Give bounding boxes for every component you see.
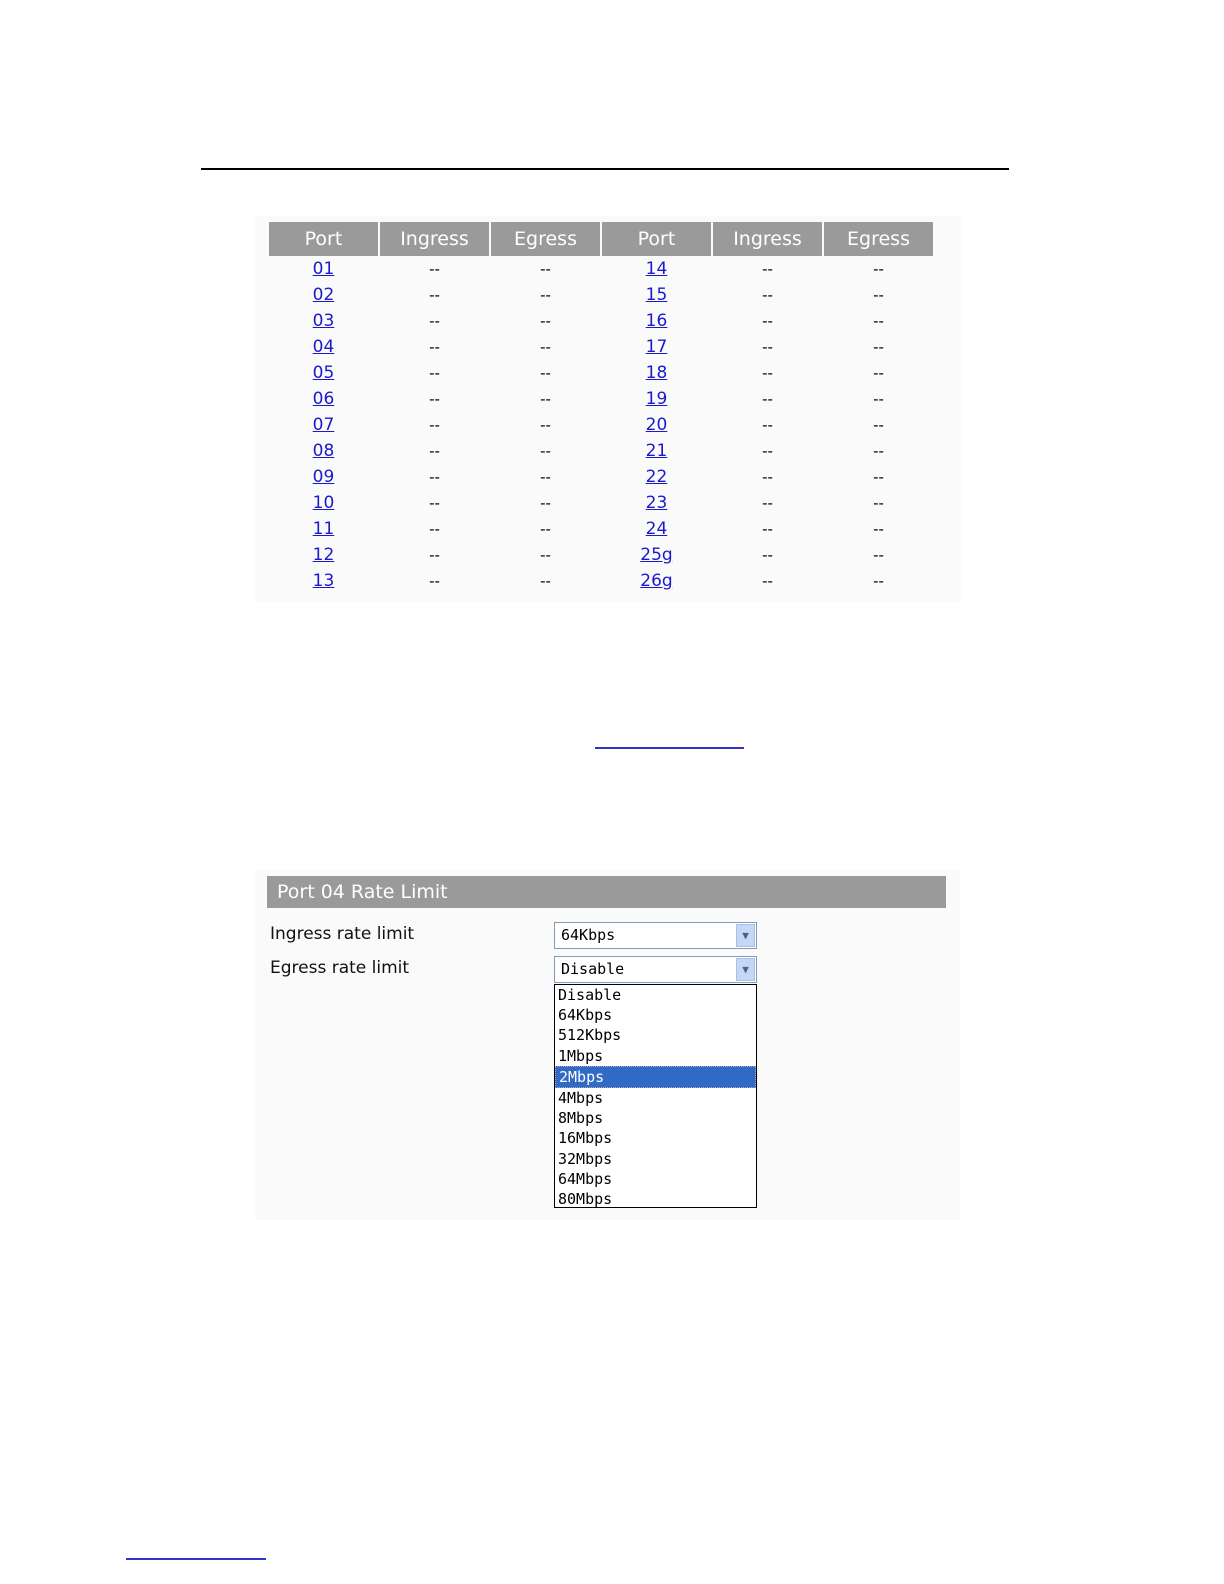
egress-cell: -- bbox=[873, 364, 884, 382]
ingress-cell bbox=[380, 490, 489, 516]
egress-cell: -- bbox=[873, 416, 884, 434]
egress-cell: -- bbox=[540, 390, 551, 408]
ingress-cell bbox=[713, 464, 822, 490]
ingress-cell: -- bbox=[429, 468, 440, 486]
port-link[interactable]: 02 bbox=[312, 285, 335, 305]
port-cell bbox=[269, 438, 378, 464]
egress-cell bbox=[491, 256, 600, 282]
port-link[interactable]: 01 bbox=[312, 259, 335, 279]
ingress-cell bbox=[713, 542, 822, 568]
egress-cell bbox=[824, 490, 933, 516]
ingress-cell bbox=[713, 516, 822, 542]
ingress-cell bbox=[713, 282, 822, 308]
link-underline[interactable] bbox=[595, 747, 744, 749]
egress-rate-label: Egress rate limit bbox=[270, 958, 410, 978]
ingress-cell bbox=[380, 542, 489, 568]
port-link[interactable]: 21 bbox=[645, 441, 668, 461]
table-row bbox=[269, 490, 933, 516]
ingress-cell: -- bbox=[762, 520, 773, 538]
egress-cell bbox=[491, 360, 600, 386]
egress-cell bbox=[491, 464, 600, 490]
egress-cell: -- bbox=[540, 572, 551, 590]
ingress-cell bbox=[380, 568, 489, 594]
port-cell bbox=[602, 360, 711, 386]
port-link[interactable]: 25g bbox=[640, 545, 673, 565]
egress-cell: -- bbox=[540, 494, 551, 512]
table-row bbox=[269, 464, 933, 490]
egress-rate-select[interactable] bbox=[554, 956, 757, 983]
egress-cell bbox=[491, 282, 600, 308]
port-link[interactable]: 23 bbox=[645, 493, 668, 513]
table-row bbox=[269, 412, 933, 438]
ingress-cell bbox=[380, 464, 489, 490]
chevron-down-icon[interactable]: ▼ bbox=[736, 924, 755, 947]
egress-rate-dropdown-list[interactable] bbox=[554, 984, 757, 1208]
port-cell bbox=[602, 282, 711, 308]
egress-cell: -- bbox=[873, 468, 884, 486]
table-body bbox=[269, 256, 933, 594]
table-row bbox=[269, 360, 933, 386]
port-cell bbox=[602, 490, 711, 516]
table-row bbox=[269, 256, 933, 282]
egress-cell bbox=[491, 490, 600, 516]
ingress-cell: -- bbox=[762, 338, 773, 356]
header-port: Port bbox=[602, 222, 711, 256]
dropdown-option[interactable]: 64Mbps bbox=[558, 1169, 613, 1188]
rate-limit-panel bbox=[255, 870, 960, 1220]
port-cell bbox=[269, 282, 378, 308]
port-link[interactable]: 08 bbox=[312, 441, 335, 461]
ingress-cell bbox=[380, 282, 489, 308]
port-link[interactable]: 24 bbox=[645, 519, 668, 539]
ingress-rate-value: 64Kbps bbox=[561, 926, 616, 944]
port-cell bbox=[602, 256, 711, 282]
footnote-link-underline[interactable] bbox=[126, 1558, 266, 1560]
port-cell bbox=[602, 438, 711, 464]
ingress-cell: -- bbox=[429, 364, 440, 382]
egress-cell bbox=[491, 412, 600, 438]
ingress-cell bbox=[380, 256, 489, 282]
port-link[interactable]: 10 bbox=[312, 493, 335, 513]
table-row bbox=[269, 308, 933, 334]
port-cell bbox=[269, 334, 378, 360]
ingress-cell bbox=[713, 360, 822, 386]
port-link[interactable]: 16 bbox=[645, 311, 668, 331]
port-link[interactable]: 06 bbox=[312, 389, 335, 409]
table-header-row bbox=[269, 222, 933, 256]
header-port: Port bbox=[269, 222, 378, 256]
dropdown-option[interactable]: 32Mbps bbox=[558, 1149, 613, 1168]
port-cell bbox=[269, 516, 378, 542]
egress-cell: -- bbox=[873, 494, 884, 512]
port-cell bbox=[269, 464, 378, 490]
ingress-cell bbox=[380, 360, 489, 386]
port-link[interactable]: 26g bbox=[640, 571, 673, 591]
dropdown-option[interactable]: 16Mbps bbox=[558, 1129, 613, 1148]
port-cell bbox=[602, 464, 711, 490]
egress-cell bbox=[824, 516, 933, 542]
port-link[interactable]: 03 bbox=[312, 311, 335, 331]
port-link[interactable]: 11 bbox=[312, 519, 335, 539]
header-egress: Egress bbox=[824, 222, 933, 256]
ingress-cell bbox=[713, 412, 822, 438]
ingress-cell: -- bbox=[429, 390, 440, 408]
ingress-cell bbox=[380, 412, 489, 438]
table-row bbox=[269, 438, 933, 464]
port-cell bbox=[269, 360, 378, 386]
ingress-cell: -- bbox=[762, 286, 773, 304]
chevron-down-icon[interactable]: ▼ bbox=[736, 958, 755, 981]
egress-cell: -- bbox=[540, 468, 551, 486]
ingress-cell: -- bbox=[429, 260, 440, 278]
ingress-cell bbox=[380, 334, 489, 360]
dropdown-option[interactable]: 64Kbps bbox=[558, 1006, 613, 1025]
table-row bbox=[269, 516, 933, 542]
port-cell bbox=[602, 568, 711, 594]
egress-cell: -- bbox=[540, 416, 551, 434]
ingress-cell bbox=[713, 256, 822, 282]
egress-cell: -- bbox=[873, 286, 884, 304]
egress-cell: -- bbox=[873, 390, 884, 408]
ingress-cell bbox=[713, 568, 822, 594]
port-cell bbox=[602, 386, 711, 412]
port-link[interactable]: 09 bbox=[312, 467, 335, 487]
ingress-cell bbox=[380, 438, 489, 464]
port-link[interactable]: 04 bbox=[312, 337, 335, 357]
ingress-cell bbox=[713, 386, 822, 412]
ingress-cell: -- bbox=[762, 468, 773, 486]
egress-cell: -- bbox=[540, 286, 551, 304]
dropdown-option[interactable]: 512Kbps bbox=[558, 1026, 622, 1045]
egress-cell: -- bbox=[873, 442, 884, 460]
ingress-cell bbox=[380, 308, 489, 334]
egress-cell bbox=[491, 334, 600, 360]
port-link[interactable]: 05 bbox=[312, 363, 335, 383]
egress-cell bbox=[824, 256, 933, 282]
ingress-cell bbox=[713, 490, 822, 516]
ingress-cell: -- bbox=[429, 520, 440, 538]
ingress-cell: -- bbox=[429, 286, 440, 304]
ingress-cell: -- bbox=[429, 338, 440, 356]
egress-cell bbox=[824, 386, 933, 412]
egress-cell: -- bbox=[873, 520, 884, 538]
ingress-cell: -- bbox=[762, 390, 773, 408]
ingress-cell: -- bbox=[762, 546, 773, 564]
port-link[interactable]: 20 bbox=[645, 415, 668, 435]
egress-cell bbox=[824, 464, 933, 490]
egress-cell: -- bbox=[873, 260, 884, 278]
egress-cell bbox=[824, 334, 933, 360]
ingress-cell bbox=[380, 516, 489, 542]
port-rate-table bbox=[267, 222, 935, 594]
port-link[interactable]: 07 bbox=[312, 415, 335, 435]
egress-cell: -- bbox=[873, 546, 884, 564]
egress-cell bbox=[824, 360, 933, 386]
port-cell bbox=[602, 334, 711, 360]
header-ingress: Ingress bbox=[380, 222, 489, 256]
header-egress: Egress bbox=[491, 222, 600, 256]
port-cell bbox=[602, 412, 711, 438]
dropdown-option[interactable]: 1Mbps bbox=[558, 1046, 604, 1065]
header-ingress: Ingress bbox=[713, 222, 822, 256]
ingress-cell bbox=[713, 308, 822, 334]
port-link[interactable]: 19 bbox=[645, 389, 668, 409]
ingress-cell: -- bbox=[429, 416, 440, 434]
egress-cell bbox=[491, 308, 600, 334]
ingress-cell: -- bbox=[429, 312, 440, 330]
port-cell bbox=[269, 490, 378, 516]
port-cell bbox=[602, 308, 711, 334]
port-cell bbox=[269, 308, 378, 334]
egress-cell: -- bbox=[540, 260, 551, 278]
ingress-cell: -- bbox=[429, 572, 440, 590]
port-cell bbox=[602, 542, 711, 568]
egress-cell bbox=[824, 542, 933, 568]
port-link[interactable]: 13 bbox=[312, 571, 335, 591]
egress-cell bbox=[824, 282, 933, 308]
egress-cell: -- bbox=[540, 312, 551, 330]
ingress-cell: -- bbox=[762, 260, 773, 278]
dropdown-option[interactable]: 2Mbps bbox=[555, 1066, 756, 1088]
horizontal-rule bbox=[201, 168, 1009, 170]
egress-cell bbox=[491, 516, 600, 542]
table-row bbox=[269, 282, 933, 308]
ingress-cell bbox=[380, 386, 489, 412]
egress-cell bbox=[491, 568, 600, 594]
table-row bbox=[269, 334, 933, 360]
egress-cell: -- bbox=[873, 338, 884, 356]
ingress-cell: -- bbox=[762, 572, 773, 590]
port-link[interactable]: 18 bbox=[645, 363, 668, 383]
port-link[interactable]: 14 bbox=[645, 259, 668, 279]
port-cell bbox=[269, 568, 378, 594]
ingress-cell bbox=[713, 438, 822, 464]
ingress-cell: -- bbox=[762, 494, 773, 512]
port-link[interactable]: 12 bbox=[312, 545, 335, 565]
ingress-cell: -- bbox=[762, 364, 773, 382]
ingress-cell: -- bbox=[762, 416, 773, 434]
dropdown-option[interactable]: 80Mbps bbox=[558, 1189, 613, 1208]
egress-cell: -- bbox=[873, 312, 884, 330]
egress-cell: -- bbox=[540, 442, 551, 460]
egress-cell bbox=[824, 568, 933, 594]
egress-cell: -- bbox=[540, 338, 551, 356]
egress-cell bbox=[824, 308, 933, 334]
ingress-cell bbox=[713, 334, 822, 360]
ingress-cell: -- bbox=[429, 442, 440, 460]
port-cell bbox=[269, 256, 378, 282]
ingress-cell: -- bbox=[762, 312, 773, 330]
egress-cell bbox=[491, 438, 600, 464]
egress-cell bbox=[824, 438, 933, 464]
egress-cell: -- bbox=[540, 520, 551, 538]
port-link[interactable]: 15 bbox=[645, 285, 668, 305]
port-cell bbox=[269, 542, 378, 568]
dropdown-option[interactable]: 8Mbps bbox=[558, 1109, 604, 1128]
dropdown-option[interactable]: Disable bbox=[558, 986, 622, 1004]
port-link[interactable]: 17 bbox=[645, 337, 668, 357]
panel-title: Port 04 Rate Limit bbox=[267, 876, 946, 908]
ingress-cell: -- bbox=[762, 442, 773, 460]
egress-cell bbox=[491, 542, 600, 568]
port-rate-table-panel bbox=[255, 216, 961, 602]
egress-rate-value: Disable bbox=[561, 960, 625, 978]
egress-cell: -- bbox=[873, 572, 884, 590]
table-row bbox=[269, 542, 933, 568]
ingress-rate-label: Ingress rate limit bbox=[270, 924, 415, 944]
port-cell bbox=[269, 412, 378, 438]
egress-cell: -- bbox=[540, 364, 551, 382]
table-row bbox=[269, 386, 933, 412]
table-row bbox=[269, 568, 933, 594]
egress-cell bbox=[491, 386, 600, 412]
dropdown-option[interactable]: 4Mbps bbox=[558, 1088, 604, 1107]
port-link[interactable]: 22 bbox=[645, 467, 668, 487]
ingress-rate-select[interactable] bbox=[554, 922, 757, 949]
ingress-cell: -- bbox=[429, 494, 440, 512]
egress-cell: -- bbox=[540, 546, 551, 564]
ingress-cell: -- bbox=[429, 546, 440, 564]
port-cell bbox=[269, 386, 378, 412]
port-cell bbox=[602, 516, 711, 542]
egress-cell bbox=[824, 412, 933, 438]
